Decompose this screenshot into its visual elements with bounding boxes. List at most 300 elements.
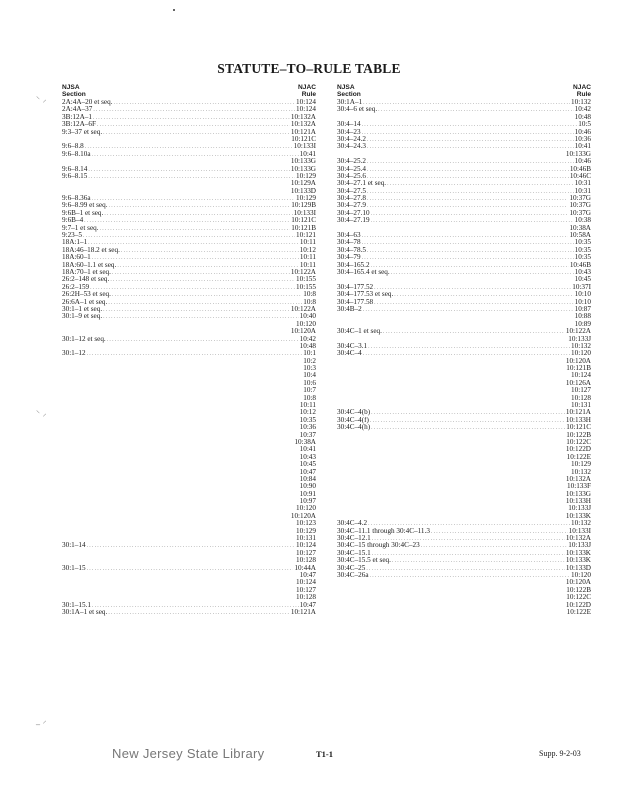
rule-number: 10:133J bbox=[568, 542, 591, 550]
table-row bbox=[337, 387, 591, 394]
dot-leader bbox=[374, 299, 573, 306]
rule-number: 10:122E bbox=[566, 453, 591, 461]
table-row bbox=[62, 99, 316, 106]
rule-number: 10:121A bbox=[290, 608, 316, 616]
rule-number: 10:37G bbox=[569, 195, 591, 203]
statute-section: 26:2–148 et seq. bbox=[62, 276, 110, 284]
table-row bbox=[62, 306, 316, 313]
table-row bbox=[337, 180, 591, 187]
statute-section: 30:4C–4.2 bbox=[337, 520, 368, 528]
statute-section: 30:1–1 et seq. bbox=[62, 305, 103, 313]
statute-section: 30:4C–4(f) bbox=[337, 416, 369, 424]
rule-number: 10:2 bbox=[303, 357, 316, 365]
rule-number: 10:129 bbox=[296, 527, 316, 535]
dot-leader bbox=[108, 299, 302, 306]
dot-leader bbox=[392, 557, 565, 564]
table-row bbox=[337, 99, 591, 106]
rule-number: 10:120 bbox=[571, 572, 591, 579]
table-row bbox=[337, 328, 591, 335]
column-header bbox=[62, 83, 316, 98]
table-row bbox=[337, 114, 591, 121]
table-row bbox=[337, 136, 591, 143]
rule-number: 10:122A bbox=[290, 268, 316, 276]
rule-number: 10:87 bbox=[574, 305, 591, 313]
dot-leader bbox=[391, 269, 574, 276]
table-row bbox=[337, 498, 591, 505]
statute-section: 30:4–165.2 bbox=[337, 261, 370, 269]
statute-section: 30:4B–2 bbox=[337, 305, 362, 313]
table-row bbox=[337, 358, 591, 365]
table-row bbox=[62, 461, 316, 468]
table-row bbox=[62, 232, 316, 239]
statute-section: 30:4–23 bbox=[337, 128, 361, 136]
table-row bbox=[337, 557, 591, 564]
table-row bbox=[62, 321, 316, 328]
rule-number: 10:129 bbox=[296, 195, 316, 203]
dot-leader bbox=[367, 166, 569, 173]
rule-number: 10:133G bbox=[565, 490, 591, 498]
table-row bbox=[337, 217, 591, 224]
dot-leader bbox=[371, 424, 565, 431]
table-row bbox=[62, 579, 316, 586]
table-row bbox=[62, 291, 316, 298]
dot-leader bbox=[110, 276, 295, 283]
table-row bbox=[62, 380, 316, 387]
rule-number: 10:45 bbox=[299, 461, 316, 469]
left-rows bbox=[62, 99, 316, 616]
rule-number: 10:41 bbox=[299, 150, 316, 158]
rule-number: 10:84 bbox=[299, 475, 316, 483]
statute-section: 30:4C–25 bbox=[337, 564, 366, 572]
table-row bbox=[337, 372, 591, 379]
rule-number: 10:128 bbox=[296, 594, 316, 602]
table-row bbox=[337, 291, 591, 298]
statute-section: 30:4–27.10 bbox=[337, 209, 370, 217]
dot-leader bbox=[367, 143, 574, 150]
rule-number: 10:124 bbox=[296, 542, 316, 550]
rule-number: 10:46C bbox=[569, 172, 591, 180]
statute-section: 30:1–9 et seq. bbox=[62, 313, 103, 321]
table-row bbox=[337, 365, 591, 372]
rule-number: 10:131 bbox=[296, 535, 316, 543]
statute-section: 26:2H–53 et seq. bbox=[62, 291, 111, 299]
table-row bbox=[337, 143, 591, 150]
dot-leader bbox=[394, 291, 573, 298]
dot-leader bbox=[87, 565, 294, 572]
rule-number: 10:124 bbox=[296, 106, 316, 114]
dot-leader bbox=[92, 602, 299, 609]
rule-number: 10:43 bbox=[299, 453, 316, 461]
rule-number: 10:132A bbox=[565, 535, 591, 543]
table-row bbox=[62, 602, 316, 609]
rule-number: 10:4 bbox=[303, 372, 316, 380]
table-row bbox=[62, 151, 316, 158]
dot-leader bbox=[88, 166, 289, 173]
table-row bbox=[337, 380, 591, 387]
dot-leader bbox=[368, 343, 570, 350]
rule-number: 10:132 bbox=[571, 342, 591, 350]
rule-number: 10:122A bbox=[565, 328, 591, 336]
margin-check-mark: ⸌ ⸝ bbox=[36, 409, 47, 418]
dot-leader bbox=[363, 350, 570, 357]
statute-section: 30:4C–11.1 through 30:4C–11.3 bbox=[337, 527, 430, 535]
table-row bbox=[337, 151, 591, 158]
table-row bbox=[62, 505, 316, 512]
rule-number: 10:127 bbox=[296, 549, 316, 557]
statute-section: 30:1A–1 et seq. bbox=[62, 608, 108, 616]
rule-number: 10:129 bbox=[571, 461, 591, 469]
statute-section: 30:4–27.19 bbox=[337, 217, 370, 225]
dot-leader bbox=[112, 269, 290, 276]
table-row bbox=[62, 166, 316, 173]
table-row bbox=[62, 565, 316, 572]
dot-leader bbox=[367, 188, 574, 195]
rule-number: 10:155 bbox=[296, 276, 316, 284]
table-row bbox=[62, 372, 316, 379]
dot-leader bbox=[117, 262, 299, 269]
table-row bbox=[62, 476, 316, 483]
dot-leader bbox=[378, 106, 574, 113]
rule-number: 10:11 bbox=[299, 254, 316, 262]
statute-section: 9:6B–1 et seq. bbox=[62, 209, 104, 217]
dot-leader bbox=[431, 528, 568, 535]
right-rows bbox=[337, 99, 591, 616]
table-row bbox=[337, 565, 591, 572]
rule-number: 10:122B bbox=[566, 431, 591, 439]
statute-section: 2A:4A–37 bbox=[62, 106, 93, 114]
rule-number: 10:120 bbox=[571, 350, 591, 358]
dot-leader bbox=[366, 565, 564, 572]
rule-number: 10:127 bbox=[571, 387, 591, 395]
rule-number: 10:133K bbox=[565, 557, 591, 565]
margin-check-mark: _ ⸝ bbox=[36, 716, 47, 725]
margin-check-mark: ⸌ ⸝ bbox=[36, 95, 47, 104]
table-row bbox=[62, 225, 316, 232]
statute-section: 9:23–5 bbox=[62, 232, 82, 240]
table-row bbox=[62, 284, 316, 291]
statute-section: 9:3–37 et seq. bbox=[62, 128, 103, 136]
rule-number: 10:121C bbox=[566, 424, 591, 432]
statute-section: 30:4–24.2 bbox=[337, 135, 366, 143]
table-row bbox=[337, 483, 591, 490]
table-row bbox=[62, 594, 316, 601]
table-row bbox=[337, 417, 591, 424]
rule-number: 10:122A bbox=[290, 305, 316, 313]
rule-number: 10:132A bbox=[290, 121, 316, 129]
table-row bbox=[62, 572, 316, 579]
rule-number: 10:35 bbox=[574, 246, 591, 254]
statute-section: 30:4C–3.1 bbox=[337, 342, 368, 350]
statute-section: 30:1–15.1 bbox=[62, 601, 91, 609]
table-row bbox=[62, 328, 316, 335]
table-row bbox=[62, 114, 316, 121]
rule-header: NJAC Rule bbox=[573, 83, 591, 98]
statute-section: 18A:60–1.1 et seq. bbox=[62, 261, 117, 269]
table-row bbox=[337, 269, 591, 276]
statute-section: 30:1–15 bbox=[62, 564, 86, 572]
statute-section: 30:4C–15.5 et seq. bbox=[337, 557, 391, 565]
table-row bbox=[62, 276, 316, 283]
rule-number: 10:90 bbox=[299, 483, 316, 491]
table-row bbox=[337, 439, 591, 446]
rule-number: 10:122C bbox=[566, 438, 591, 446]
rule-number: 10:133I bbox=[568, 527, 591, 535]
table-row bbox=[337, 476, 591, 483]
statute-section: 30:4–79 bbox=[337, 254, 361, 262]
dot-leader bbox=[362, 232, 569, 239]
table-row bbox=[62, 535, 316, 542]
page-title: STATUTE–TO–RULE TABLE bbox=[217, 61, 401, 76]
table-row bbox=[62, 247, 316, 254]
table-row bbox=[62, 550, 316, 557]
statute-section: 30:4C–15.1 bbox=[337, 549, 371, 557]
table-row bbox=[337, 254, 591, 261]
table-row bbox=[337, 550, 591, 557]
table-row bbox=[337, 166, 591, 173]
table-row bbox=[337, 299, 591, 306]
table-row bbox=[337, 321, 591, 328]
statute-section: 30:4–78 bbox=[337, 239, 361, 247]
rule-number: 10:122B bbox=[566, 586, 591, 594]
rule-number: 10:37 bbox=[299, 431, 316, 439]
rule-number: 10:124 bbox=[296, 579, 316, 587]
statute-section: 30:4–25.6 bbox=[337, 172, 366, 180]
statute-section: 30:4C–4(h) bbox=[337, 424, 371, 432]
table-row bbox=[337, 195, 591, 202]
dot-leader bbox=[383, 328, 565, 335]
statute-section: 3B:12A–1 bbox=[62, 113, 92, 121]
dot-leader bbox=[103, 129, 290, 136]
rule-number: 10:121 bbox=[296, 232, 316, 240]
dot-leader bbox=[372, 550, 565, 557]
dot-leader bbox=[362, 129, 574, 136]
statute-section: 18A:70–1 et seq. bbox=[62, 268, 111, 276]
statute-section: 30:4–27.9 bbox=[337, 202, 366, 210]
dot-leader bbox=[114, 99, 296, 106]
table-row bbox=[62, 143, 316, 150]
page-number: T1-1 bbox=[316, 749, 333, 759]
statute-section: 30:4C–26a bbox=[337, 572, 369, 579]
statute-section: 2A:4A–20 et seq. bbox=[62, 99, 113, 106]
rule-number: 10:123 bbox=[296, 520, 316, 528]
rule-number: 10:133G bbox=[290, 165, 316, 173]
rule-number: 10:133I bbox=[293, 143, 316, 151]
rule-number: 10:132A bbox=[565, 475, 591, 483]
dot-leader bbox=[107, 336, 299, 343]
rule-number: 10:10 bbox=[574, 298, 591, 306]
rule-number: 10:37I bbox=[572, 283, 591, 291]
statute-section: 30:4C–4(b) bbox=[337, 409, 371, 417]
dot-leader bbox=[104, 210, 292, 217]
rule-number: 10:42 bbox=[574, 106, 591, 114]
rule-number: 10:122C bbox=[566, 594, 591, 602]
table-row bbox=[337, 232, 591, 239]
rule-number: 10:8 bbox=[303, 291, 316, 299]
table-row bbox=[337, 202, 591, 209]
table-row bbox=[337, 276, 591, 283]
dot-leader bbox=[362, 254, 574, 261]
statute-section: 30:4–25.4 bbox=[337, 165, 366, 173]
table-row bbox=[62, 129, 316, 136]
table-row bbox=[337, 343, 591, 350]
statute-section: 30:4–177.58 bbox=[337, 298, 374, 306]
table-row bbox=[62, 365, 316, 372]
table-row bbox=[62, 350, 316, 357]
dot-leader bbox=[371, 409, 565, 416]
dot-leader bbox=[362, 239, 574, 246]
table-row bbox=[337, 520, 591, 527]
supplement-date: Supp. 9-2-03 bbox=[539, 749, 581, 758]
table-row bbox=[337, 225, 591, 232]
rule-number: 10:38A bbox=[569, 224, 591, 232]
rule-number: 10:91 bbox=[299, 490, 316, 498]
table-row bbox=[337, 402, 591, 409]
statute-section: 30:4C–15 through 30:4C–23 bbox=[337, 542, 420, 550]
dot-leader bbox=[109, 202, 291, 209]
rule-number: 10:133F bbox=[567, 483, 591, 491]
section-header: NJSA Section bbox=[62, 83, 86, 98]
section-header: NJSA Section bbox=[337, 83, 361, 98]
dot-leader bbox=[100, 225, 291, 232]
rule-number: 10:127 bbox=[296, 586, 316, 594]
rule-number: 10:120 bbox=[296, 320, 316, 328]
rule-number: 10:47 bbox=[299, 601, 316, 609]
rule-number: 10:133G bbox=[565, 150, 591, 158]
table-row bbox=[62, 106, 316, 113]
table-row bbox=[337, 505, 591, 512]
rule-number: 10:40 bbox=[299, 313, 316, 321]
dot-leader bbox=[367, 202, 568, 209]
table-row bbox=[62, 528, 316, 535]
table-row bbox=[62, 121, 316, 128]
dot-leader bbox=[371, 262, 569, 269]
statute-section: 30:1A–1 bbox=[337, 99, 363, 106]
dot-leader bbox=[367, 158, 574, 165]
rule-number: 10:38A bbox=[294, 438, 316, 446]
rule-number: 10:122D bbox=[565, 446, 591, 454]
rule-number: 10:121C bbox=[291, 135, 316, 143]
table-row bbox=[337, 247, 591, 254]
rule-number: 10:10 bbox=[574, 291, 591, 299]
rule-number: 10:122E bbox=[566, 608, 591, 616]
rule-number: 10:133H bbox=[565, 498, 591, 506]
table-row bbox=[337, 609, 591, 616]
table-row bbox=[337, 409, 591, 416]
statute-section: 30:4–14 bbox=[337, 121, 361, 129]
dot-leader bbox=[367, 136, 574, 143]
dot-leader bbox=[93, 106, 295, 113]
dot-leader bbox=[371, 217, 574, 224]
rule-number: 10:11 bbox=[299, 261, 316, 269]
statute-section: 26:6A–1 et seq. bbox=[62, 298, 108, 306]
left-table-column bbox=[62, 83, 316, 616]
rule-number: 10:5 bbox=[578, 121, 591, 129]
table-row bbox=[62, 513, 316, 520]
dot-leader bbox=[85, 143, 293, 150]
statute-section: 30:4C–12.1 bbox=[337, 535, 371, 543]
dot-leader bbox=[93, 114, 290, 121]
table-row bbox=[337, 587, 591, 594]
table-row bbox=[62, 195, 316, 202]
rule-number: 10:35 bbox=[574, 254, 591, 262]
statute-section: 30:4–6 et seq. bbox=[337, 106, 378, 114]
rule-number: 10:47 bbox=[299, 572, 316, 579]
rule-number: 10:41 bbox=[574, 143, 591, 151]
statute-section: 30:4–27.8 bbox=[337, 195, 366, 203]
dot-leader bbox=[108, 609, 290, 616]
table-row bbox=[62, 210, 316, 217]
table-row bbox=[62, 358, 316, 365]
table-row bbox=[62, 424, 316, 431]
rule-number: 10:128 bbox=[296, 557, 316, 565]
table-row bbox=[62, 454, 316, 461]
table-row bbox=[62, 217, 316, 224]
rule-number: 10:46 bbox=[574, 158, 591, 166]
rule-number: 10:129A bbox=[290, 180, 316, 188]
table-row bbox=[62, 343, 316, 350]
rule-number: 10:12 bbox=[299, 409, 316, 417]
rule-number: 10:120A bbox=[290, 328, 316, 336]
rule-number: 10:46B bbox=[569, 165, 591, 173]
table-row bbox=[337, 188, 591, 195]
rule-number: 10:133I bbox=[293, 209, 316, 217]
rule-number: 10:35 bbox=[299, 416, 316, 424]
rule-number: 10:43 bbox=[574, 268, 591, 276]
rule-number: 10:132 bbox=[571, 99, 591, 106]
table-row bbox=[337, 106, 591, 113]
statute-section: 30:1–12 bbox=[62, 350, 86, 358]
right-table-column bbox=[337, 83, 591, 616]
statute-section: 9:6–8.8 bbox=[62, 143, 84, 151]
table-row bbox=[62, 387, 316, 394]
rule-number: 10:122D bbox=[565, 601, 591, 609]
dot-leader bbox=[103, 306, 290, 313]
dot-leader bbox=[372, 535, 565, 542]
table-row bbox=[337, 262, 591, 269]
table-row bbox=[337, 602, 591, 609]
rule-number: 10:36 bbox=[574, 135, 591, 143]
table-row bbox=[62, 336, 316, 343]
table-row bbox=[62, 469, 316, 476]
table-row bbox=[62, 520, 316, 527]
dot-leader bbox=[84, 217, 290, 224]
rule-number: 10:31 bbox=[574, 180, 591, 188]
dot-leader bbox=[112, 291, 302, 298]
table-row bbox=[62, 491, 316, 498]
dot-leader bbox=[97, 121, 290, 128]
rule-number: 10:129 bbox=[296, 172, 316, 180]
table-row bbox=[62, 409, 316, 416]
table-row bbox=[337, 424, 591, 431]
statute-section: 30:1–12 et seq. bbox=[62, 335, 106, 343]
rule-number: 10:48 bbox=[574, 113, 591, 121]
dot-leader bbox=[370, 572, 570, 579]
statute-section: 30:4–27.1 et seq. bbox=[337, 180, 387, 188]
table-row bbox=[337, 535, 591, 542]
rule-number: 10:7 bbox=[303, 387, 316, 395]
table-row bbox=[337, 336, 591, 343]
table-row bbox=[337, 239, 591, 246]
table-row bbox=[337, 350, 591, 357]
rule-number: 10:3 bbox=[303, 365, 316, 373]
table-row bbox=[62, 417, 316, 424]
rule-number: 10:121B bbox=[291, 224, 316, 232]
table-row bbox=[62, 402, 316, 409]
table-row bbox=[62, 136, 316, 143]
statute-section: 26:2–159 bbox=[62, 283, 90, 291]
table-row bbox=[62, 239, 316, 246]
statute-section: 9:6–8.36a bbox=[62, 195, 91, 203]
